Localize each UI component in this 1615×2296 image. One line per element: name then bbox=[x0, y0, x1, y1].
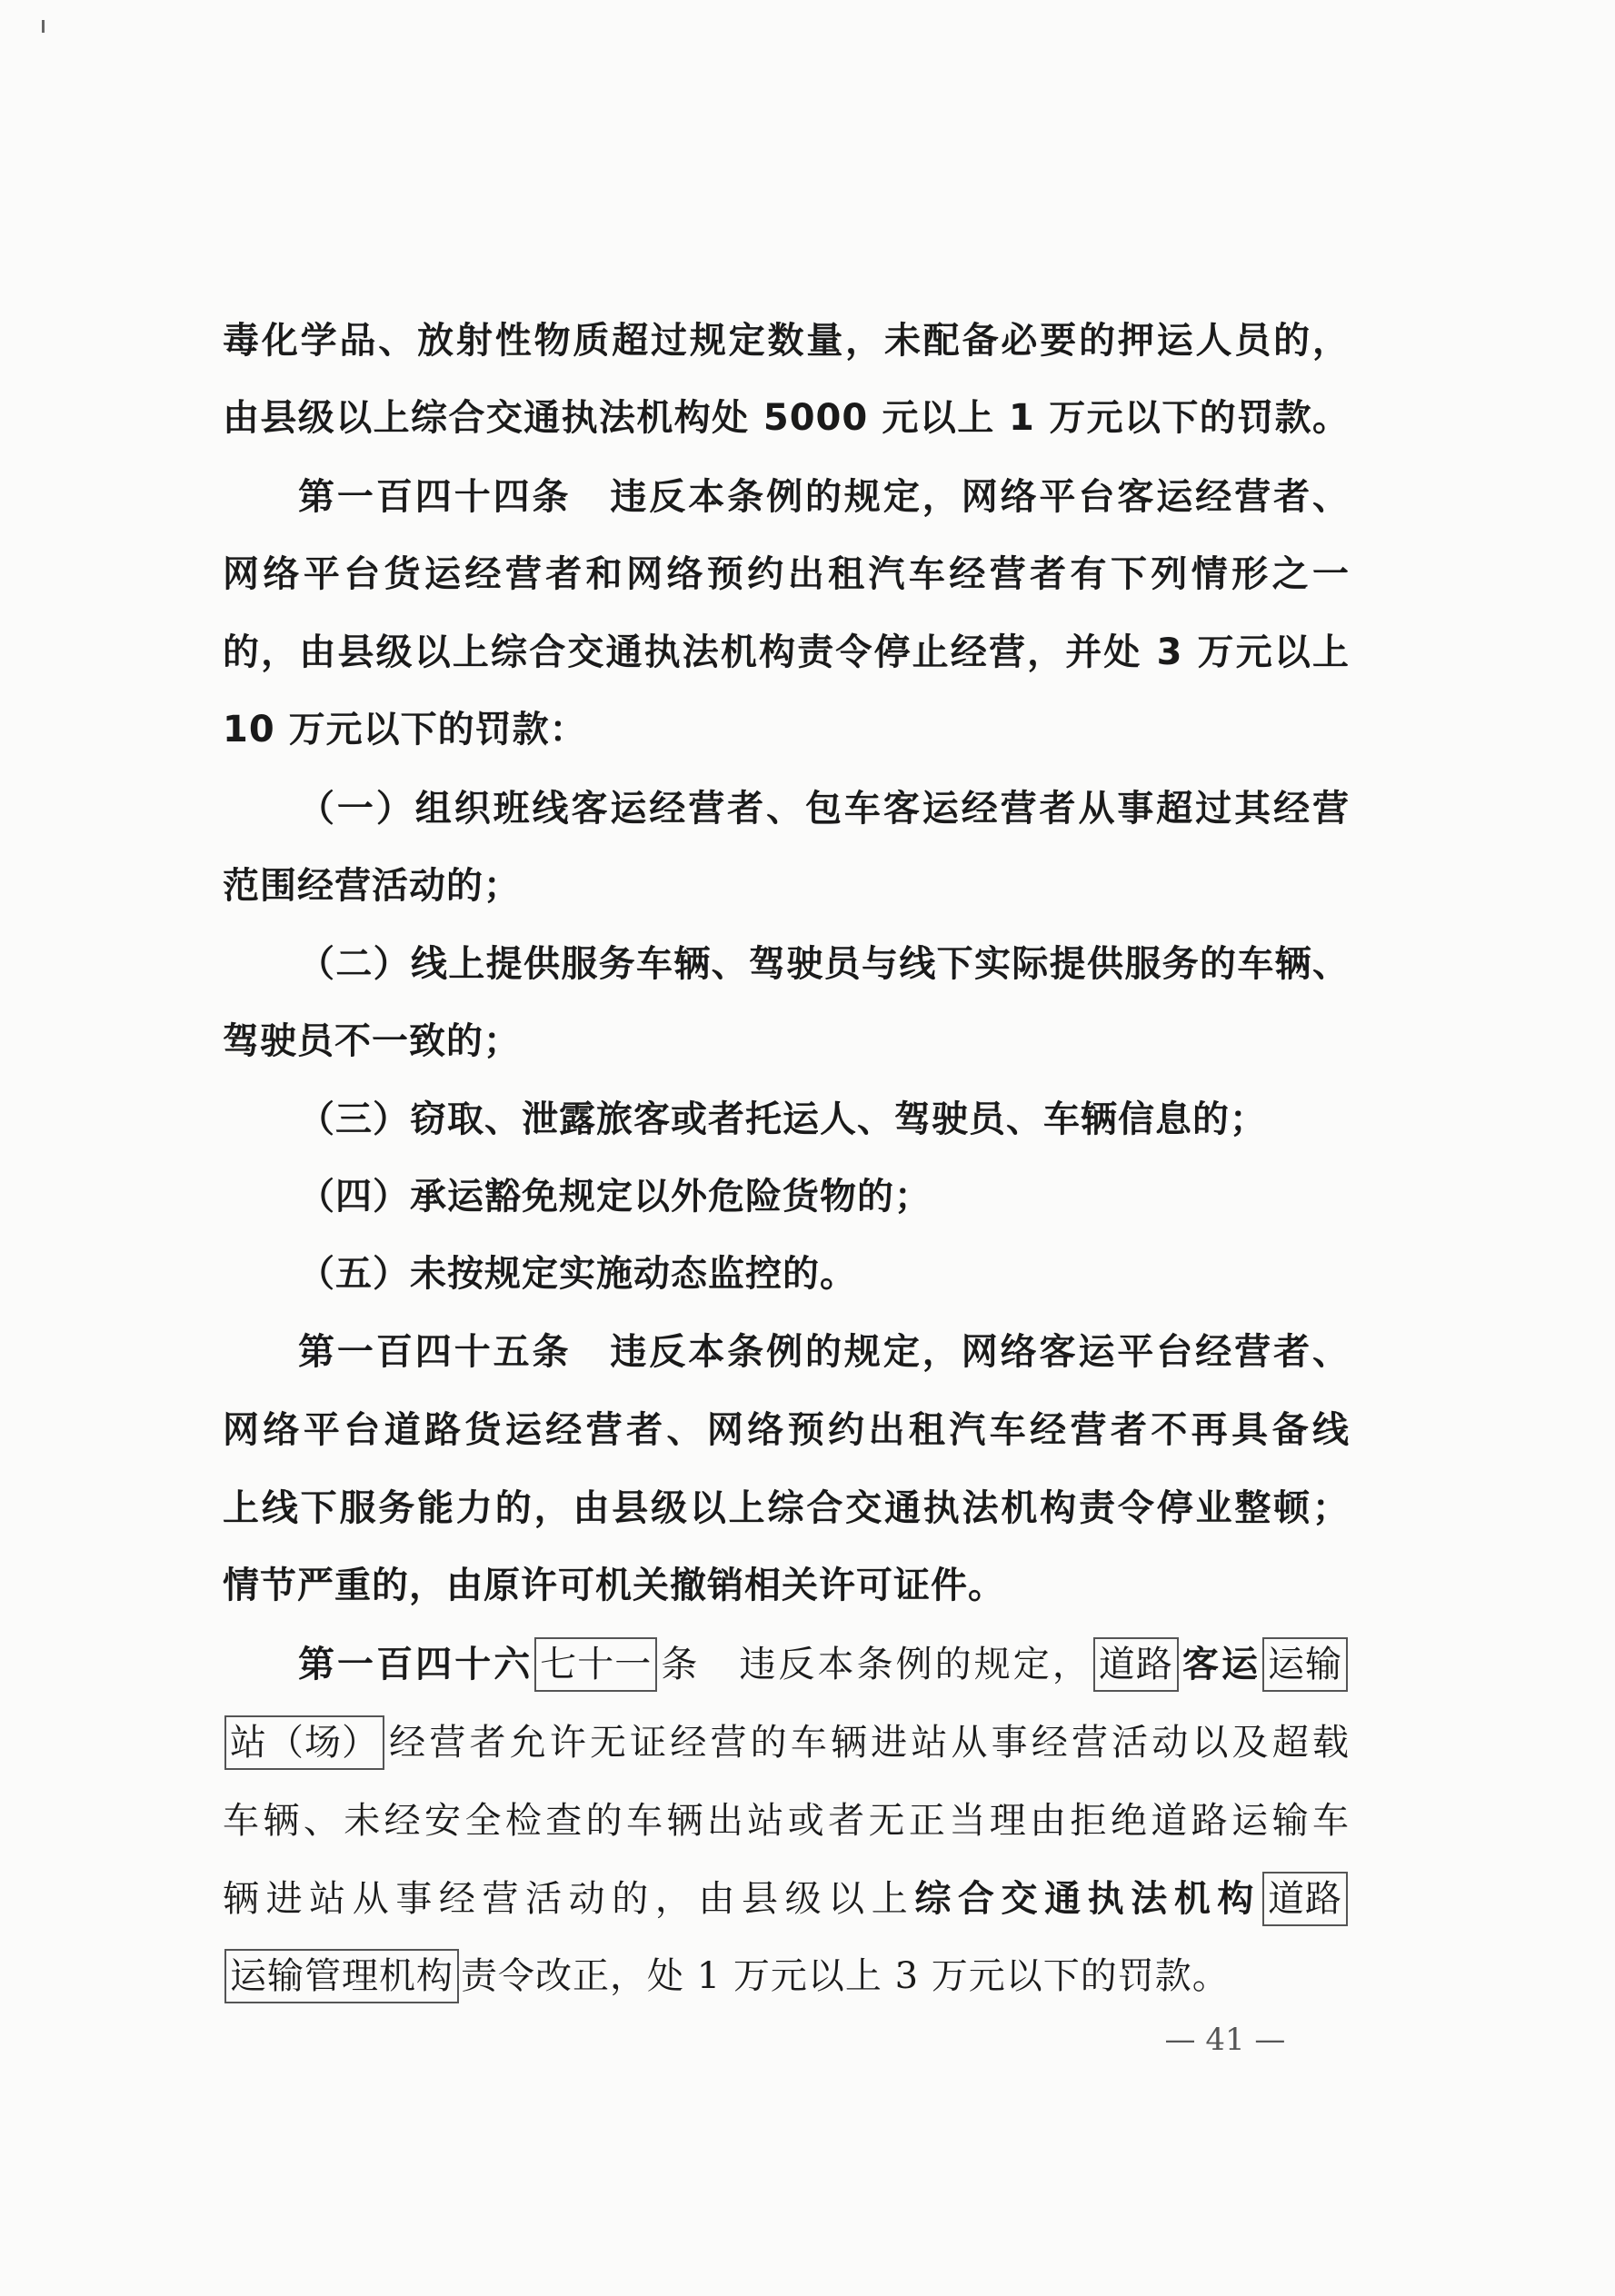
scan-mark bbox=[42, 20, 45, 33]
text-line: 网络平台货运经营者和网络预约出租汽车经营者有下列情形之一 bbox=[223, 553, 1350, 595]
list-item-5: （五）未按规定实施动态监控的。 bbox=[298, 1253, 857, 1295]
deleted-text-box: 运输管理机构 bbox=[224, 1949, 459, 2003]
deleted-text-box: 七十一 bbox=[534, 1637, 657, 1692]
text-line: 范围经营活动的； bbox=[223, 865, 521, 907]
text-line bbox=[223, 1938, 1350, 2014]
deleted-text-box: 运输 bbox=[1262, 1637, 1348, 1692]
article-146-number: 第一百四十六 bbox=[298, 1644, 533, 1685]
list-item-3: （三）窃取、泄露旅客或者托运人、驾驶员、车辆信息的； bbox=[298, 1098, 1267, 1140]
text-line: 驾驶员不一致的； bbox=[223, 1020, 521, 1062]
article-144-heading: 第一百四十四条 违反本条例的规定，网络平台客运经营者、 bbox=[298, 476, 1350, 518]
list-item-1: （一）组织班线客运经营者、包车客运经营者从事超过其经营 bbox=[298, 788, 1350, 830]
text-line: 上线下服务能力的，由县级以上综合交通执法机构责令停业整顿； bbox=[223, 1487, 1350, 1529]
article-145-heading: 第一百四十五条 违反本条例的规定，网络客运平台经营者、 bbox=[298, 1331, 1350, 1373]
page-number: — 41 — bbox=[1164, 2022, 1286, 2058]
deleted-text-box: 道路 bbox=[1093, 1637, 1179, 1692]
text-span: 辆进站从事经营活动的，由县级以上 bbox=[223, 1878, 915, 1920]
list-item-4: （四）承运豁免规定以外危险货物的； bbox=[298, 1176, 932, 1218]
text-line: 10 万元以下的罚款： bbox=[223, 709, 587, 750]
deleted-text-box: 道路 bbox=[1262, 1872, 1348, 1926]
text-line: 毒化学品、放射性物质超过规定数量，未配备必要的押运人员的， bbox=[223, 320, 1350, 362]
text-line bbox=[223, 1705, 1350, 1781]
text-line: 情节严重的，由原许可机关撤销相关许可证件。 bbox=[223, 1565, 1005, 1606]
article-146-text: 条 违反本条例的规定， bbox=[659, 1644, 1092, 1685]
inserted-text: 客运 bbox=[1180, 1644, 1261, 1685]
text-line: 由县级以上综合交通执法机构处 5000 元以上 1 万元以下的罚款。 bbox=[223, 397, 1350, 439]
inserted-text: 综合交通执法机构 bbox=[914, 1878, 1261, 1920]
list-item-2: （二）线上提供服务车辆、驾驶员与线下实际提供服务的车辆、 bbox=[298, 943, 1350, 985]
text-line: 的，由县级以上综合交通执法机构责令停止经营，并处 3 万元以上 bbox=[223, 631, 1350, 673]
text-span: 经营者允许无证经营的车辆进站从事经营活动以及超载 bbox=[386, 1722, 1350, 1764]
article-146-heading bbox=[298, 1626, 1350, 1703]
text-line: 车辆、未经安全检查的车辆出站或者无正当理由拒绝道路运输车 bbox=[223, 1800, 1350, 1842]
deleted-text-box: 站（场） bbox=[224, 1715, 384, 1770]
text-line: 网络平台道路货运经营者、网络预约出租汽车经营者不再具备线 bbox=[223, 1409, 1350, 1451]
text-span: 责令改正，处 1 万元以上 3 万元以下的罚款。 bbox=[461, 1955, 1230, 1997]
text-line bbox=[223, 1861, 1350, 1937]
